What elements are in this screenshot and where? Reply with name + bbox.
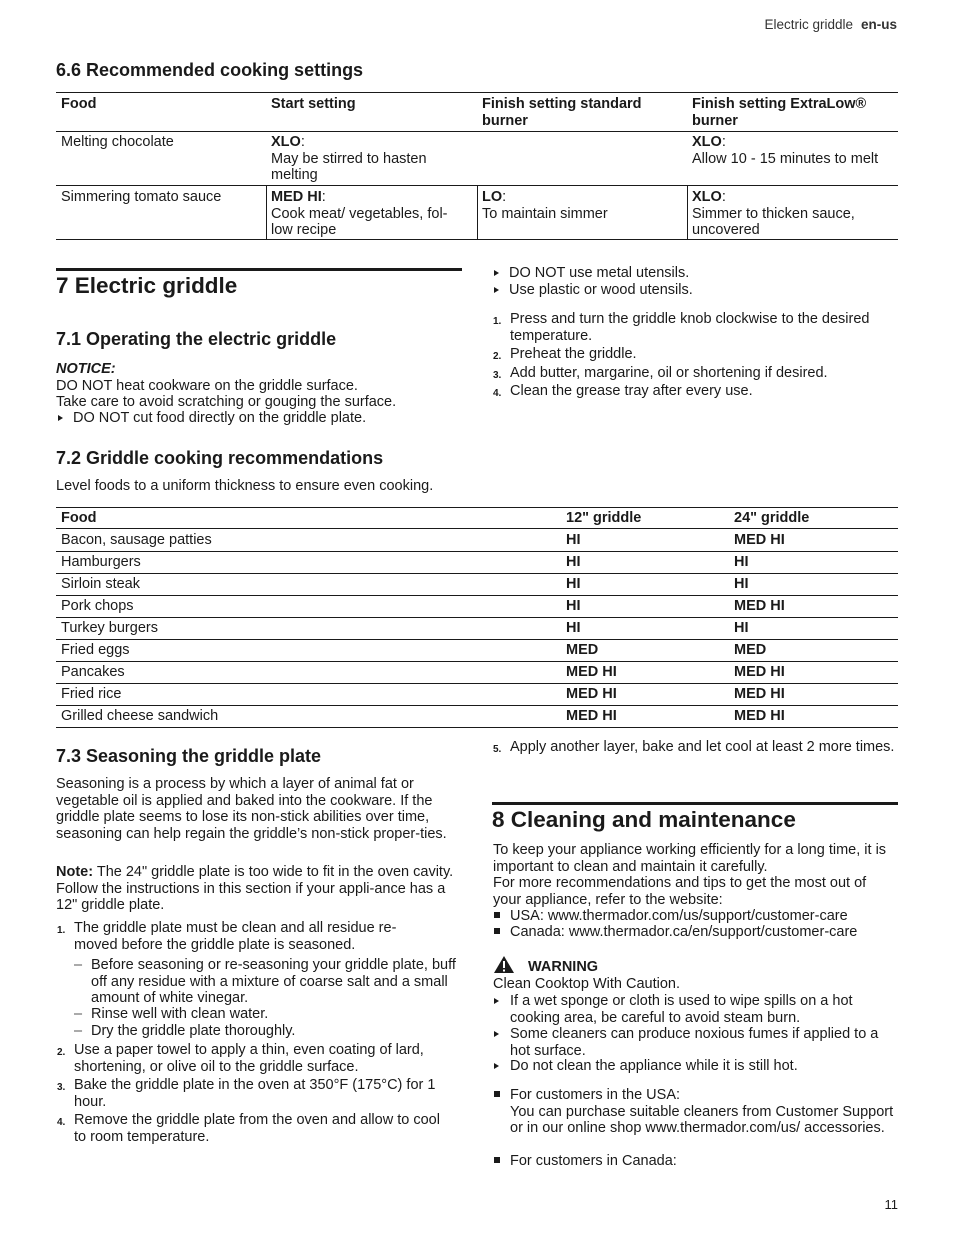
chapter-7-heading: 7 Electric griddle bbox=[56, 273, 238, 298]
cell-food: Melting chocolate bbox=[61, 134, 174, 150]
cell-24-griddle: MED HI bbox=[734, 686, 785, 702]
cell-12-griddle: HI bbox=[566, 532, 581, 548]
table-row bbox=[56, 573, 898, 596]
warning-bullet: Do not clean the appliance while it is still hot. bbox=[510, 1058, 798, 1074]
setting-note: To maintain simmer bbox=[482, 205, 608, 222]
dash-marker: – bbox=[74, 957, 83, 973]
notice-line: Take care to avoid scratching or gouging the surface. bbox=[56, 394, 397, 410]
note-label: Note: bbox=[56, 864, 94, 880]
setting-note: May be stirred to hasten melting bbox=[271, 150, 427, 183]
cell-24-griddle: MED HI bbox=[734, 532, 785, 548]
cell-food: Simmering tomato sauce bbox=[61, 189, 222, 205]
customer-canada bbox=[494, 1153, 677, 1170]
cell-24-griddle: MED bbox=[734, 642, 767, 658]
section-paragraph: Seasoning is a process by which a layer of animal fat or vegetable oil is applied and baked into the cookware. If the griddle plate seems to lose its non-stick abilities over time, seasoning can help regain the griddle’s non-stick proper-ties. bbox=[56, 776, 447, 842]
cell-12-griddle: MED HI bbox=[566, 708, 617, 724]
cell-extralow: XLO: Simmer to thicken sauce, uncovered bbox=[692, 189, 855, 238]
bullet-square-icon bbox=[494, 912, 500, 918]
setting-note: Simmer to thicken sauce, uncovered bbox=[692, 205, 855, 238]
cell-12-griddle: MED HI bbox=[566, 686, 617, 702]
table-row bbox=[56, 661, 898, 684]
step-text: Preheat the griddle. bbox=[510, 346, 637, 362]
notice-bullet bbox=[58, 410, 366, 427]
step-number: 1. bbox=[57, 925, 66, 936]
header-title: Electric griddle bbox=[764, 17, 853, 32]
cell-food: Grilled cheese sandwich bbox=[61, 708, 219, 724]
bullet-item bbox=[494, 265, 689, 282]
step-number: 4. bbox=[57, 1117, 66, 1128]
header-lang: en-us bbox=[860, 17, 897, 32]
warning-icon bbox=[493, 955, 515, 974]
table-row bbox=[56, 617, 898, 640]
section-paragraph: For more recommendations and tips to get the most out of your appliance, refer to the website: bbox=[493, 875, 867, 908]
setting-code: XLO bbox=[692, 134, 722, 150]
substep-text: Rinse well with clean water. bbox=[91, 1006, 269, 1022]
notice-line: DO NOT heat cookware on the griddle surface. bbox=[56, 378, 358, 394]
cell-food: Fried rice bbox=[61, 686, 122, 702]
customer-canada-label: For customers in Canada: bbox=[510, 1153, 677, 1169]
step-number: 1. bbox=[493, 316, 502, 327]
cell-start: MED HI: Cook meat/ vegetables, fol-low recipe bbox=[271, 189, 448, 238]
bullet-item bbox=[494, 282, 693, 299]
cell-24-griddle: HI bbox=[734, 554, 749, 570]
bullet-text: DO NOT cut food directly on the griddle plate. bbox=[73, 410, 367, 426]
note-text: The 24" griddle plate is too wide to fit in the oven cavity. Follow the instructions in this section if your appli-ance has a 12" griddle plate. bbox=[56, 864, 454, 913]
link-usa[interactable]: USA: www.thermador.com/us/support/customer-care bbox=[510, 908, 848, 924]
step-number: 5. bbox=[493, 744, 502, 755]
bullet-arrow-icon bbox=[494, 1063, 499, 1069]
table-row bbox=[56, 551, 898, 574]
cell-food: Sirloin steak bbox=[61, 576, 140, 592]
table-row bbox=[56, 683, 898, 706]
note-paragraph bbox=[56, 864, 456, 914]
bullet-square-icon bbox=[494, 928, 500, 934]
cell-food: Fried eggs bbox=[61, 642, 130, 658]
table-row bbox=[56, 639, 898, 662]
table-header-rule bbox=[56, 131, 898, 132]
step-text: Clean the grease tray after every use. bbox=[510, 383, 753, 399]
bullet-square-icon bbox=[494, 1157, 500, 1163]
cell-food: Pancakes bbox=[61, 664, 125, 680]
cell-extralow: XLO: Allow 10 - 15 minutes to melt bbox=[692, 134, 879, 167]
customer-usa bbox=[510, 1087, 895, 1137]
customer-bullet-marker bbox=[494, 1087, 510, 1104]
cell-food: Pork chops bbox=[61, 598, 134, 614]
table-row bbox=[56, 595, 898, 618]
step-text: The griddle plate must be clean and all residue re-moved before the griddle plate is seasoned. bbox=[74, 920, 397, 953]
substep-text: Dry the griddle plate thoroughly. bbox=[91, 1023, 296, 1039]
step-number: 4. bbox=[493, 388, 502, 399]
bullet-arrow-icon bbox=[58, 415, 63, 421]
cell-12-griddle: HI bbox=[566, 620, 581, 636]
section-7-3-heading: 7.3 Seasoning the griddle plate bbox=[56, 746, 322, 766]
running-header bbox=[764, 17, 897, 34]
th-food: Food bbox=[61, 510, 97, 526]
table-row bbox=[56, 529, 898, 552]
cell-12-griddle: HI bbox=[566, 576, 581, 592]
warning-bullet-marker bbox=[494, 993, 509, 1010]
section-paragraph: To keep your appliance working efficiently for a long time, it is important to clean and maintain it carefully. bbox=[493, 842, 887, 875]
link-item bbox=[494, 908, 848, 925]
cell-standard: LO: To maintain simmer bbox=[482, 189, 608, 222]
th-start: Start setting bbox=[271, 96, 356, 112]
setting-note: Allow 10 - 15 minutes to melt bbox=[692, 150, 879, 167]
substep-text: Before seasoning or re-seasoning your griddle plate, buff off any residue with a mixture of coarse salt and a small amount of white vinegar. bbox=[91, 957, 456, 1006]
column-divider bbox=[477, 186, 478, 240]
setting-note: Cook meat/ vegetables, fol-low recipe bbox=[271, 205, 448, 238]
bullet-arrow-icon bbox=[494, 1031, 499, 1037]
cell-12-griddle: HI bbox=[566, 554, 581, 570]
dash-marker: – bbox=[74, 1023, 83, 1039]
chapter-rule bbox=[56, 268, 462, 271]
cell-food: Turkey burgers bbox=[61, 620, 158, 636]
table-top-rule bbox=[56, 92, 898, 93]
step-number: 2. bbox=[493, 351, 502, 362]
section-intro: Level foods to a uniform thickness to ensure even cooking. bbox=[56, 478, 434, 494]
cell-12-griddle: MED HI bbox=[566, 664, 617, 680]
bullet-text: DO NOT use metal utensils. bbox=[509, 265, 690, 281]
step-text: Apply another layer, bake and let cool at least 2 more times. bbox=[510, 739, 895, 755]
bullet-arrow-icon bbox=[494, 287, 499, 293]
chapter-rule bbox=[492, 802, 898, 805]
setting-code: LO bbox=[482, 189, 503, 205]
cell-24-griddle: MED HI bbox=[734, 708, 785, 724]
step-text: Press and turn the griddle knob clockwise to the desired temperature. bbox=[510, 311, 870, 344]
setting-code: MED HI bbox=[271, 189, 322, 205]
step-text: Remove the griddle plate from the oven and allow to cool to room temperature. bbox=[74, 1112, 440, 1145]
customer-usa-label: For customers in the USA: bbox=[510, 1087, 681, 1103]
setting-code: XLO bbox=[271, 134, 301, 150]
warning-subtitle: Clean Cooktop With Caution. bbox=[493, 976, 680, 992]
step-text: Add butter, margarine, oil or shortening if desired. bbox=[510, 365, 828, 381]
cell-24-griddle: MED HI bbox=[734, 664, 785, 680]
warning-bullet-marker bbox=[494, 1058, 509, 1075]
bullet-text: Use plastic or wood utensils. bbox=[509, 282, 693, 298]
chapter-8-heading: 8 Cleaning and maintenance bbox=[492, 807, 796, 832]
th-finish-standard: Finish setting standard burner bbox=[482, 96, 642, 129]
column-divider bbox=[687, 186, 688, 240]
bullet-arrow-icon bbox=[494, 270, 499, 276]
warning-label: WARNING bbox=[528, 959, 599, 975]
section-6-6-heading: 6.6 Recommended cooking settings bbox=[56, 60, 364, 80]
step-number: 2. bbox=[57, 1047, 66, 1058]
cell-24-griddle: MED HI bbox=[734, 598, 785, 614]
section-7-1-heading: 7.1 Operating the electric griddle bbox=[56, 329, 337, 349]
table-row bbox=[56, 705, 898, 728]
step-text: Bake the griddle plate in the oven at 350°F (175°C) for 1 hour. bbox=[74, 1077, 436, 1110]
step-number: 3. bbox=[57, 1082, 66, 1093]
section-7-2-heading: 7.2 Griddle cooking recommendations bbox=[56, 448, 384, 468]
warning-bullet-marker bbox=[494, 1026, 509, 1043]
link-canada[interactable]: Canada: www.thermador.ca/en/support/customer-care bbox=[510, 924, 858, 940]
cell-start: XLO: May be stirred to hasten melting bbox=[271, 134, 427, 183]
customer-usa-text: You can purchase suitable cleaners from Customer Support or in our online shop www.thermador.com/us/ accessories. bbox=[510, 1103, 894, 1136]
th-finish-extralow: Finish setting ExtraLow® burner bbox=[692, 96, 867, 129]
cell-food: Hamburgers bbox=[61, 554, 141, 570]
page-number: 11 bbox=[884, 1197, 898, 1212]
step-text: Use a paper towel to apply a thin, even coating of lard, shortening, or olive oil to the griddle surface. bbox=[74, 1042, 424, 1075]
warning-bullet: If a wet sponge or cloth is used to wipe spills on a hot cooking area, be careful to avoid steam burn. bbox=[510, 993, 853, 1026]
cell-food: Bacon, sausage patties bbox=[61, 532, 212, 548]
cell-24-griddle: HI bbox=[734, 620, 749, 636]
column-divider bbox=[266, 186, 267, 240]
cell-12-griddle: MED bbox=[566, 642, 599, 658]
bullet-arrow-icon bbox=[494, 998, 499, 1004]
th-24-griddle: 24" griddle bbox=[734, 510, 810, 526]
bullet-square-icon bbox=[494, 1091, 500, 1097]
warning-bullet: Some cleaners can produce noxious fumes if applied to a hot surface. bbox=[510, 1026, 879, 1059]
th-food: Food bbox=[61, 96, 97, 112]
step-number: 3. bbox=[493, 370, 502, 381]
table-header-row bbox=[56, 508, 898, 529]
notice-label: NOTICE: bbox=[56, 361, 116, 377]
cell-24-griddle: HI bbox=[734, 576, 749, 592]
dash-marker: – bbox=[74, 1006, 83, 1022]
th-12-griddle: 12" griddle bbox=[566, 510, 642, 526]
cell-12-griddle: HI bbox=[566, 598, 581, 614]
link-item bbox=[494, 924, 857, 941]
setting-code: XLO bbox=[692, 189, 722, 205]
